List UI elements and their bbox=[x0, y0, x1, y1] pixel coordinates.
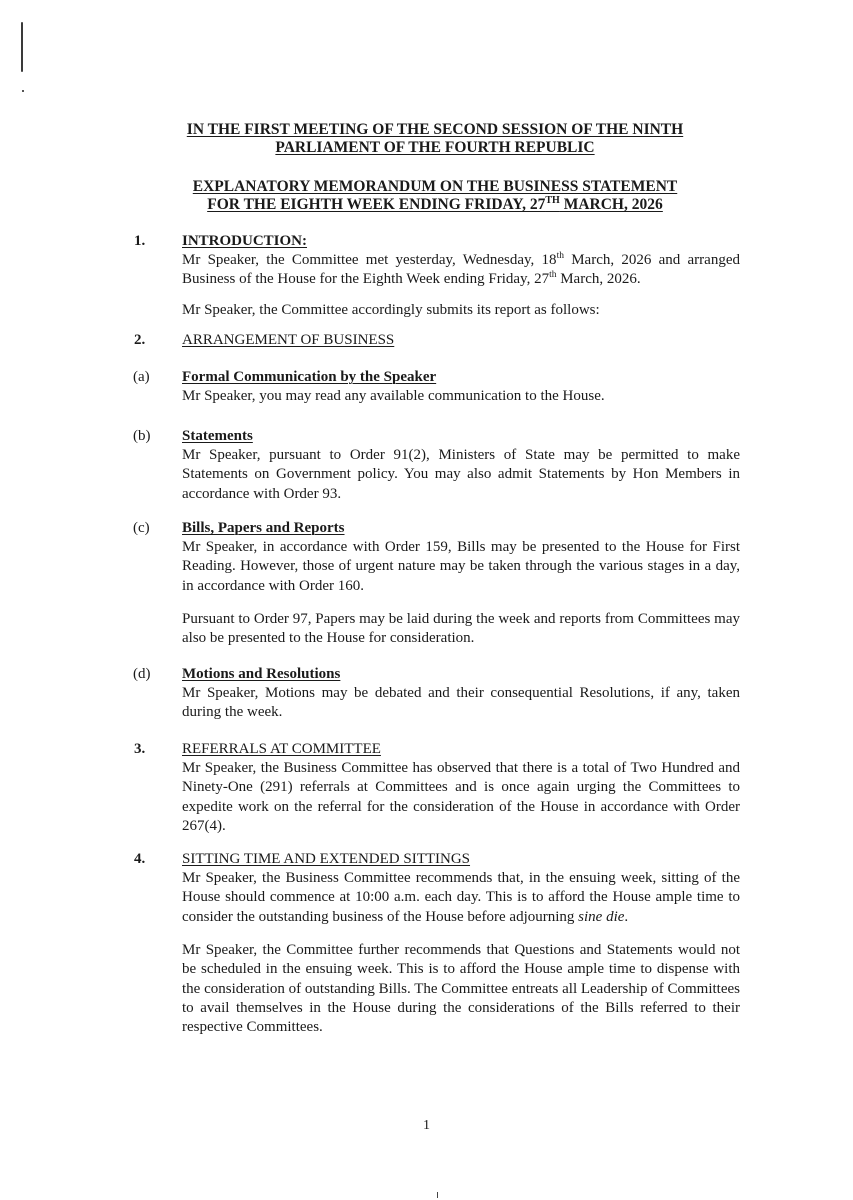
scan-speck bbox=[22, 90, 24, 92]
subsection-a-paragraph: Mr Speaker, you may read any available communication to the House. bbox=[182, 388, 605, 404]
subsection-b-label: (b) bbox=[133, 428, 151, 444]
subsection-b-title: Statements bbox=[182, 428, 253, 444]
section-4-paragraph-1: Mr Speaker, the Business Committee recommends that, in the ensuing week, sitting of the House should commence at 10:00 a.m. each day. This is to afford the House ample time to consider the outstanding business of the House before adjourning sine die. bbox=[182, 870, 740, 925]
section-1-paragraph-2: Mr Speaker, the Committee accordingly submits its report as follows: bbox=[182, 302, 600, 318]
section-1-paragraph-1: Mr Speaker, the Committee met yesterday, Wednesday, 18th March, 2026 and arranged Business of the House for the Eighth Week ending Friday, 27th March, 2026. bbox=[182, 251, 740, 288]
memorandum-title-line1: EXPLANATORY MEMORANDUM ON THE BUSINESS STATEMENT bbox=[192, 178, 678, 195]
subsection-d-paragraph: Mr Speaker, Motions may be debated and their consequential Resolutions, if any, taken during the week. bbox=[182, 685, 740, 721]
meeting-header bbox=[130, 121, 740, 157]
section-1-title: INTRODUCTION: bbox=[182, 233, 308, 249]
meeting-header-line2: PARLIAMENT OF THE FOURTH REPUBLIC bbox=[275, 139, 595, 156]
meeting-header-line1: IN THE FIRST MEETING OF THE SECOND SESSION OF THE NINTH bbox=[186, 121, 684, 138]
subsection-a-label: (a) bbox=[133, 369, 150, 385]
subsection-d-title: Motions and Resolutions bbox=[182, 666, 341, 682]
subsection-c-label: (c) bbox=[133, 520, 150, 536]
section-3-number: 3. bbox=[134, 741, 146, 757]
memorandum-title-line2: FOR THE EIGHTH WEEK ENDING FRIDAY, 27TH MARCH, 2026 bbox=[207, 194, 663, 213]
scan-bottom-mark bbox=[437, 1192, 438, 1198]
section-2-number: 2. bbox=[134, 332, 146, 348]
section-4-title: SITTING TIME AND EXTENDED SITTINGS bbox=[182, 851, 471, 867]
section-1-number: 1. bbox=[134, 233, 146, 249]
subsection-b-paragraph: Mr Speaker, pursuant to Order 91(2), Ministers of State may be permitted to make Statements on Government policy. You may also admit Statements by Hon Members in accordance with Order 93. bbox=[182, 447, 740, 502]
subsection-d-label: (d) bbox=[133, 666, 151, 682]
section-2-title: ARRANGEMENT OF BUSINESS bbox=[182, 332, 395, 348]
subsection-c-paragraph-2: Pursuant to Order 97, Papers may be laid during the week and reports from Committees may also be presented to the House for consideration. bbox=[182, 611, 740, 647]
scan-margin-mark bbox=[21, 22, 23, 72]
section-4-number: 4. bbox=[134, 851, 146, 867]
page-number: 1 bbox=[423, 1118, 430, 1133]
section-3-title: REFERRALS AT COMMITTEE bbox=[182, 741, 381, 757]
section-4-paragraph-2: Mr Speaker, the Committee further recommends that Questions and Statements would not be scheduled in the ensuing week. This is to afford the House ample time to dispense with the consideration of outstanding Bills. The Committee entreats all Leadership of Committees to avail themselves in the House during the considerations of the Bills referred to their respective Committees. bbox=[182, 942, 740, 1036]
section-3-paragraph: Mr Speaker, the Business Committee has observed that there is a total of Two Hundred and Ninety-One (291) referrals at Committees and is once again urging the Committees to expedite work on the referral for the consideration of the House in accordance with Order 267(4). bbox=[182, 760, 740, 834]
subsection-c-paragraph-1: Mr Speaker, in accordance with Order 159, Bills may be presented to the House for First Reading. However, those of urgent nature may be taken through the various stages in a day, in accordance with Order 160. bbox=[182, 539, 740, 594]
subsection-a-title: Formal Communication by the Speaker bbox=[182, 369, 437, 385]
memorandum-title bbox=[130, 178, 740, 214]
subsection-c-title: Bills, Papers and Reports bbox=[182, 520, 345, 536]
